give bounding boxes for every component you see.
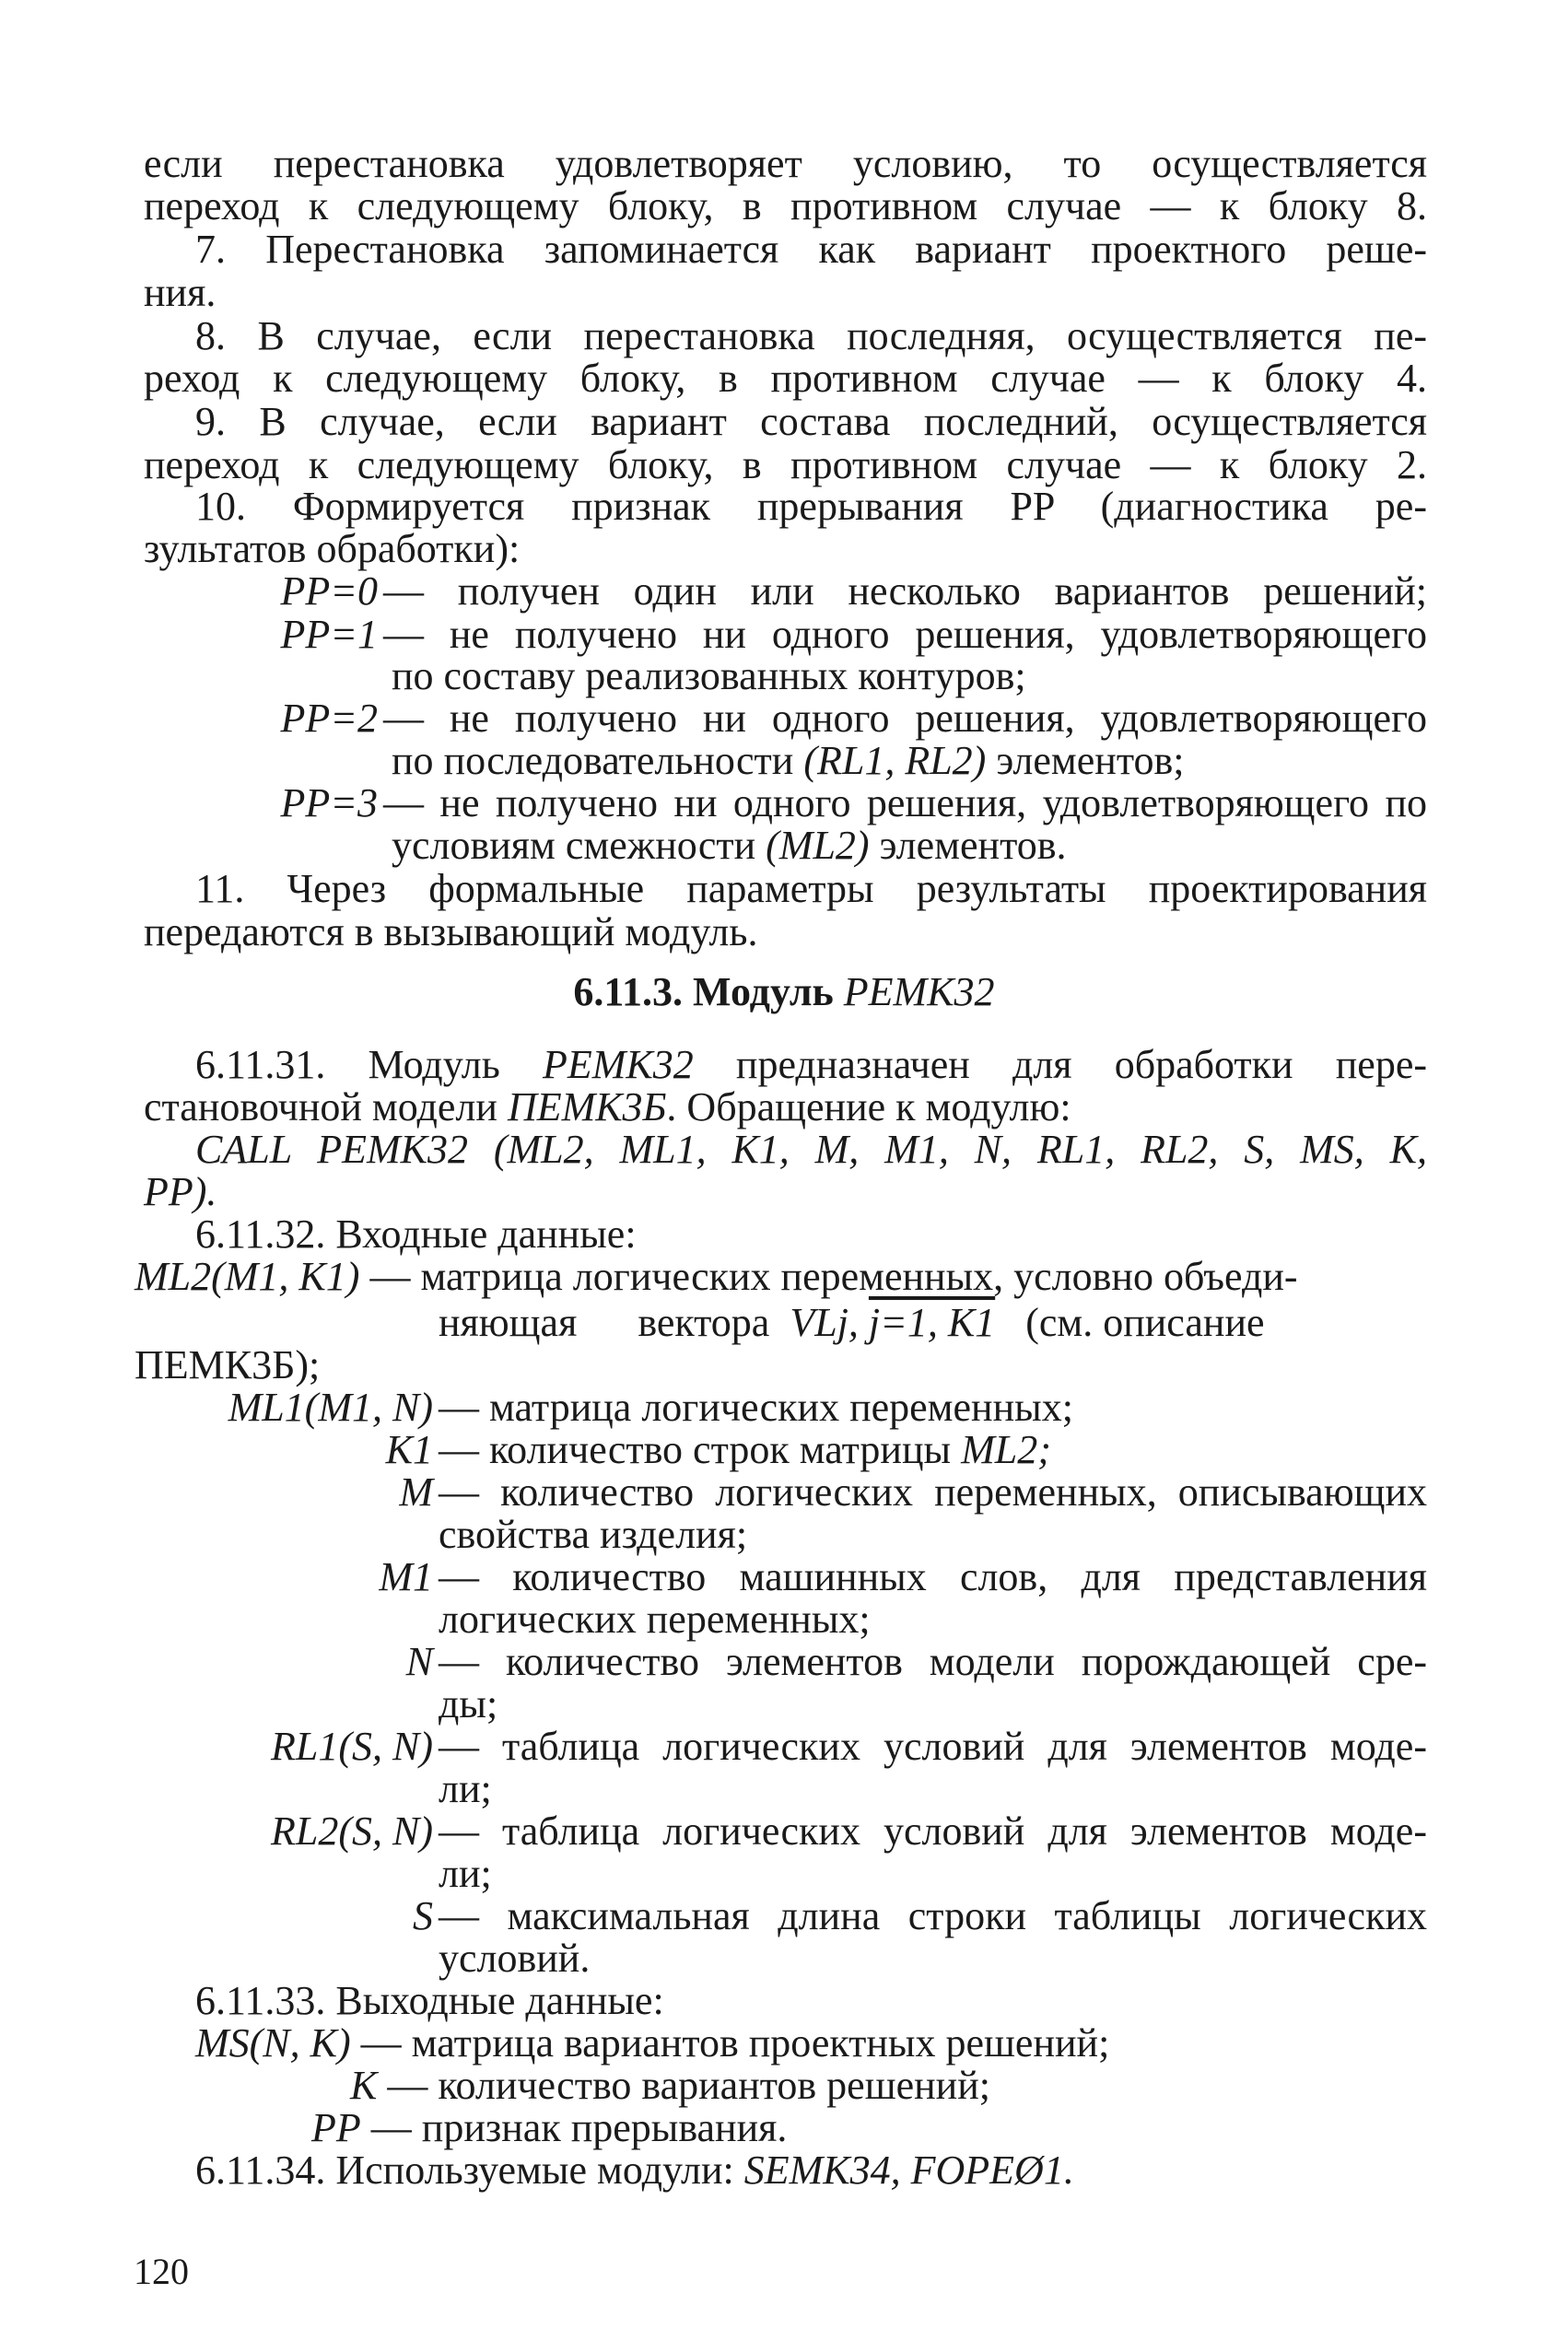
param-line: ML2(M1, K1) — матрица логических переменных, условно объеди-	[135, 1254, 1298, 1299]
param-text: свойства изделия;	[439, 1512, 748, 1557]
pp-text: по составу реализованных контуров;	[392, 653, 1026, 698]
pp-label: PP=3	[280, 780, 378, 825]
text-line: 6.11.31. Модуль PEMK32 предназначен для обработки пере-	[195, 1042, 1428, 1087]
param-label: S	[413, 1893, 433, 1938]
subsection-label: 6.11.33. Выходные данные:	[195, 1978, 664, 2023]
param-line: няющая вектора VLj, j=1, K1 (см. описание	[439, 1300, 1265, 1345]
text-line: 8. В случае, если перестановка последняя, осуществляется пе-	[195, 313, 1427, 358]
param-text: ли;	[439, 1766, 492, 1811]
pp-text: — не получено ни одного решения, удовлетворяющего	[383, 696, 1427, 741]
pp-label: PP=1	[280, 612, 378, 657]
call-statement: PP).	[144, 1169, 217, 1214]
text-line: передаются в вызывающий модуль.	[144, 909, 758, 954]
param-text: — количество элементов модели порождающей сре-	[439, 1639, 1427, 1684]
param-label: RL2(S, N)	[271, 1808, 433, 1854]
pp-text: — не получено ни одного решения, удовлетворяющего по	[383, 780, 1427, 825]
param-text: — количество строк матрицы ML2;	[439, 1427, 1051, 1472]
param-text: — таблица логических условий для элементов моде-	[439, 1808, 1427, 1854]
text-line: ния.	[144, 270, 216, 315]
text-line: 11. Через формальные параметры результаты проектирования	[195, 866, 1427, 911]
text-line: если перестановка удовлетворяет условию, то осуществляется	[144, 141, 1427, 186]
text-line: 7. Перестановка запоминается как вариант проектного реше-	[195, 227, 1427, 272]
text-line: 6.11.34. Используемые модули: SEMK34, FOPEØ1.	[195, 2148, 1074, 2193]
pp-text: по последовательности (RL1, RL2) элементов;	[392, 738, 1185, 783]
param-label: N	[405, 1639, 433, 1684]
param-label: K1	[385, 1427, 433, 1472]
text-line: переход к следующему блоку, в противном случае — к блоку 8.	[144, 183, 1427, 228]
pp-text: — получен один или несколько вариантов решений;	[383, 568, 1427, 614]
subsection-label: 6.11.32. Входные данные:	[195, 1211, 637, 1257]
call-statement: CALL PEMK32 (ML2, ML1, K1, M, M1, N, RL1, RL2, S, MS, K,	[195, 1127, 1427, 1172]
section-heading: 6.11.3. Модуль PEMK32	[573, 969, 995, 1014]
param-text: — таблица логических условий для элементов моде-	[439, 1724, 1427, 1769]
param-text: — максимальная длина строки таблицы логических	[439, 1893, 1427, 1938]
param-text: — количество машинных слов, для представления	[439, 1554, 1427, 1599]
text-line: становочной модели ПЕМК3Б. Обращение к модулю:	[144, 1084, 1071, 1129]
text-line: реход к следующему блоку, в противном случае — к блоку 4.	[144, 356, 1427, 401]
pp-label: PP=0	[280, 568, 378, 614]
param-label: M	[399, 1469, 433, 1515]
page-number: 120	[134, 2251, 189, 2292]
text-line: зультатов обработки):	[144, 526, 521, 571]
pp-text: условиям смежности (ML2) элементов.	[392, 823, 1067, 868]
param-text: ды;	[439, 1681, 498, 1726]
param-text: ли;	[439, 1851, 492, 1896]
param-text: условий.	[439, 1936, 591, 1981]
param-label: RL1(S, N)	[271, 1724, 433, 1769]
param-text: логических переменных;	[439, 1597, 871, 1642]
param-line: MS(N, K) — матрица вариантов проектных решений;	[195, 2020, 1110, 2066]
param-text: — матрица логических переменных;	[439, 1385, 1073, 1430]
pp-text: — не получено ни одного решения, удовлетворяющего	[383, 612, 1427, 657]
text-line: 10. Формируется признак прерывания PP (диагностика ре-	[195, 484, 1427, 529]
param-line: K — количество вариантов решений;	[350, 2063, 990, 2108]
text-line: 9. В случае, если вариант состава последний, осуществляется	[195, 399, 1427, 444]
param-text: — количество логических переменных, описывающих	[439, 1469, 1427, 1515]
pp-label: PP=2	[280, 696, 378, 741]
param-line: PP — признак прерывания.	[311, 2105, 788, 2150]
param-label: ML1(M1, N)	[228, 1385, 433, 1430]
param-label: M1	[379, 1554, 433, 1599]
param-line: ПЕМК3Б);	[135, 1342, 321, 1387]
text-line: переход к следующему блоку, в противном случае — к блоку 2.	[144, 442, 1427, 487]
